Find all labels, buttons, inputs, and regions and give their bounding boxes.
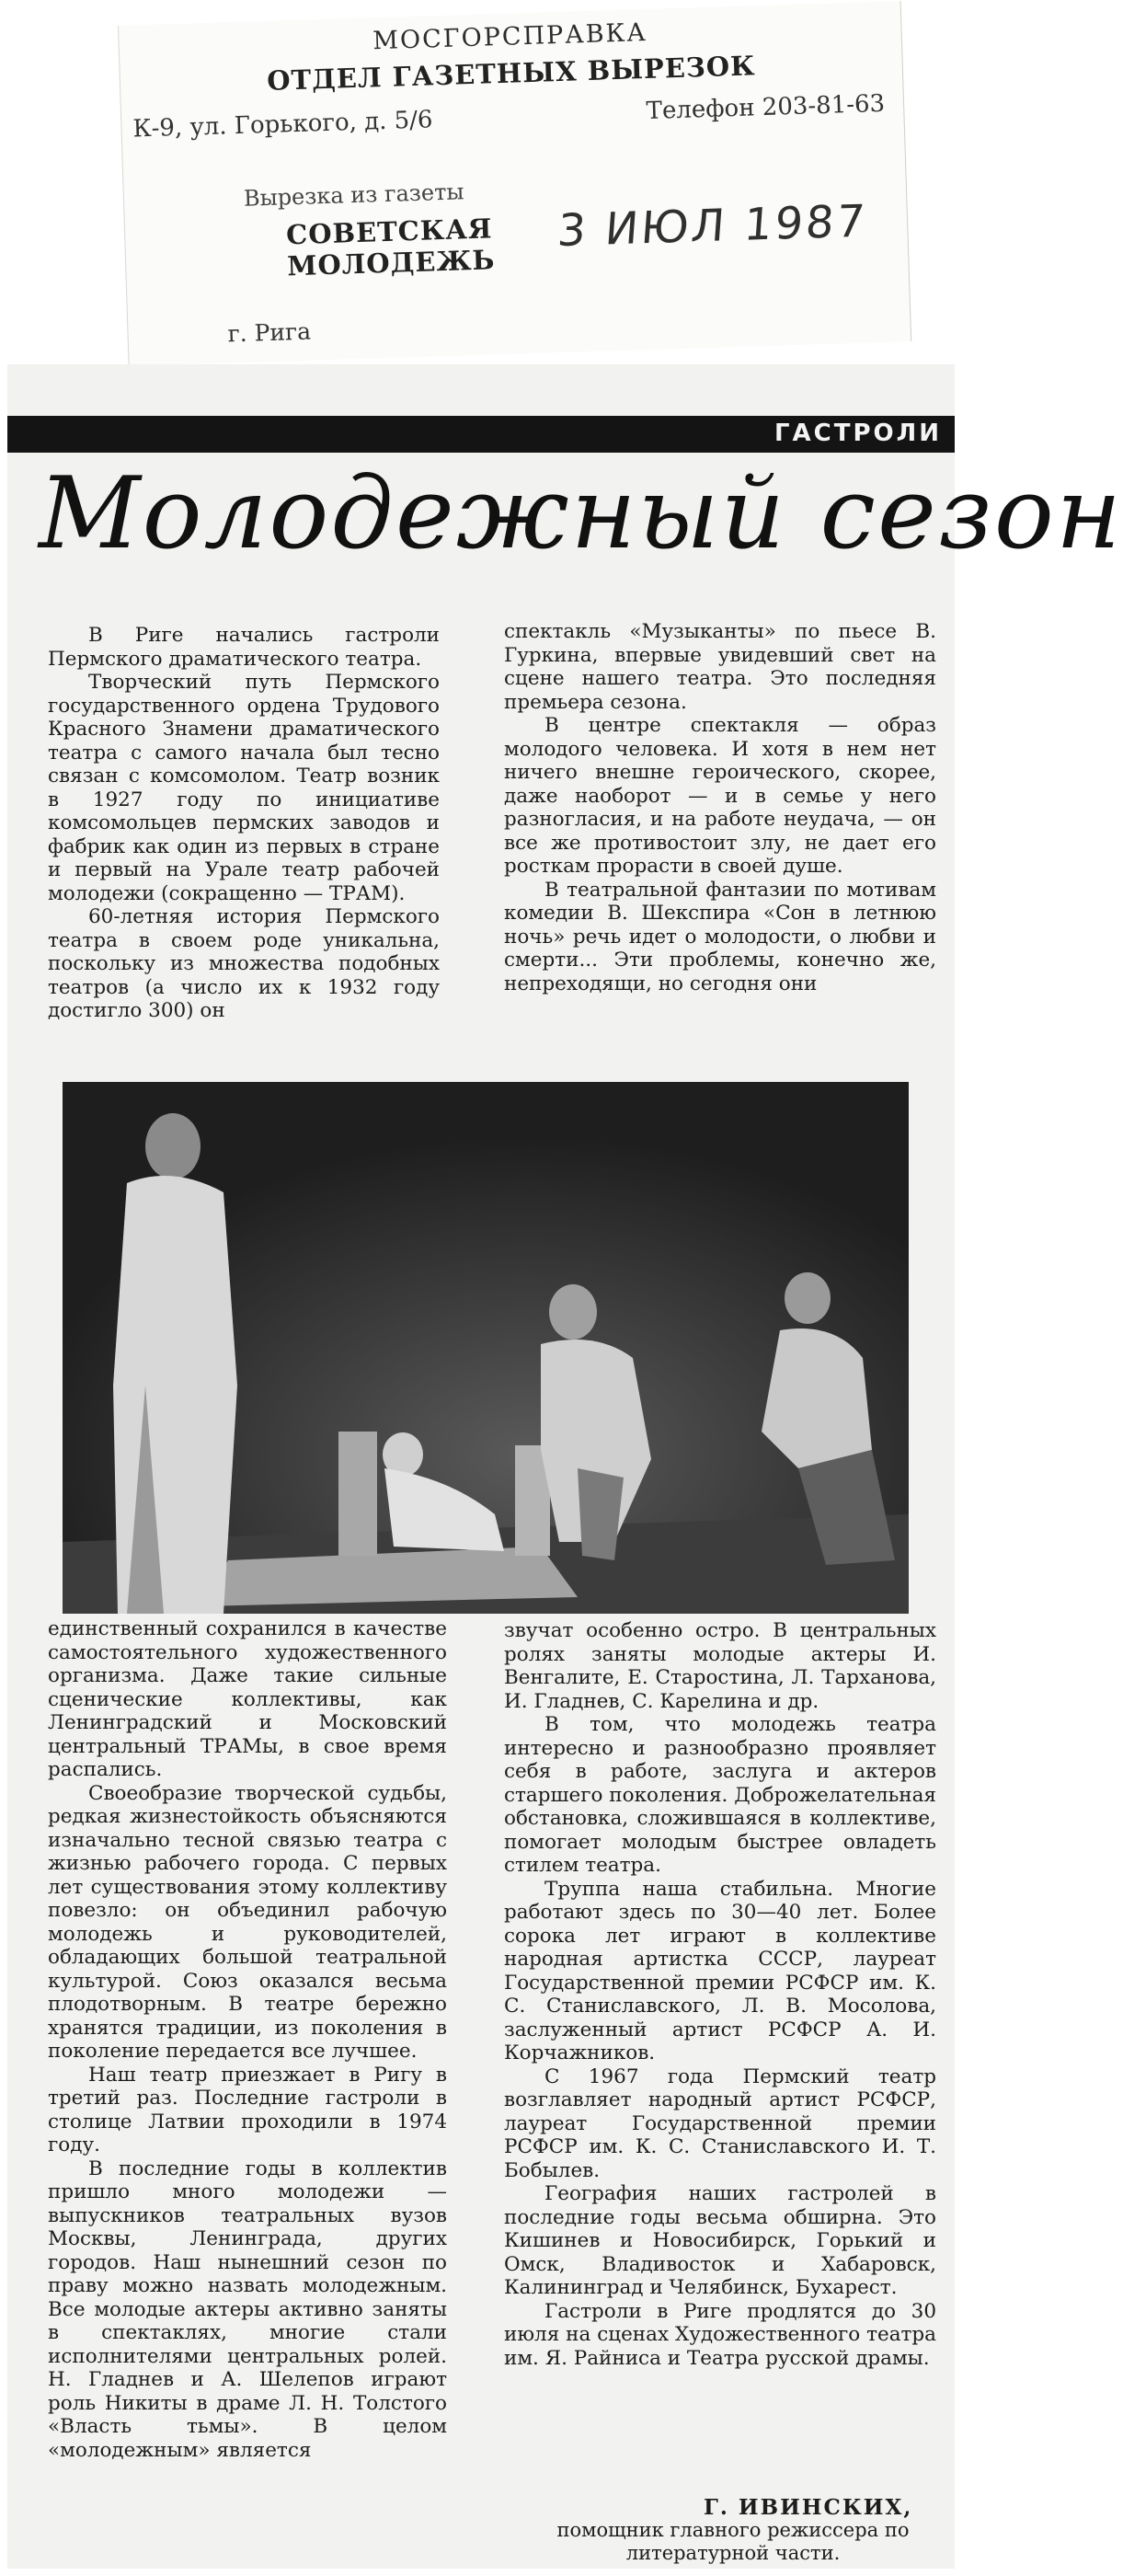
paragraph: В последние годы в коллектив пришло много молодежи — выпускников театральных вузов Москвы, Ленинграда, других городов. Наш нынешний сезон по праву можно назвать молодежным. Все молодые актеры активно заняты в спектаклях, многие стали исполнителями центральных ролей. Н. Гладнев и А. Шелепов играют роль Никиты в драме Л. Н. Толстого «Власть тьмы». В целом «молодежным» является (48, 2156, 447, 2462)
article-column-3 (48, 1617, 447, 2462)
paragraph: География наших гастролей в последние годы весьма обширна. Это Кишинев и Новосибирск, Горький и Омск, Владивосток и Хабаровск, Калининград и Челябинск, Бухарест. (504, 2182, 936, 2299)
paragraph: единственный сохранился в качестве самостоятельного художественного организма. Даже такие сильные сценические коллективы, как Ленинградский и Московский центральный ТРАМы, в свое время распались. (48, 1617, 447, 1781)
paragraph: Гастроли в Риге продлятся до 30 июля на сценах Художественного театра им. Я. Райниса и Театра русской драмы. (504, 2299, 936, 2370)
slip-address: К-9, ул. Горького, д. 5/6 (132, 106, 433, 144)
paragraph: С 1967 года Пермский театр возглавляет народный артист РСФСР, лауреат Государственной премии РСФСР им. К. С. Станиславского И. Т. Бобылев. (504, 2064, 936, 2182)
stage-photo-image (63, 1082, 909, 1614)
paragraph: В Риге начались гастроли Пермского драматического театра. (48, 624, 440, 671)
newspaper-name-line2: МОЛОДЕЖЬ (286, 244, 496, 282)
slip-city: г. Рига (227, 317, 312, 348)
agency-name: МОСГОРСПРАВКА (372, 17, 648, 56)
author-role: помощник главного режиссера по литературной части. (556, 2519, 910, 2564)
author-name: Г. ИВИНСКИХ, (704, 2495, 913, 2520)
paragraph: звучат особенно остро. В центральных ролях заняты молодые актеры И. Венгалите, Е. Старостина, Л. Тарханова, И. Гладнев, С. Карелина и др. (504, 1619, 936, 1713)
article-column-1 (48, 624, 440, 1023)
article-column-2 (504, 620, 936, 995)
paragraph: В центре спектакля — образ молодого человека. И хотя в нем нет ничего внешне героического, скорее, даже наоборот — и в семье у него разногласия, и на работе неудача, — он все же противостоит злу, не дает его росткам прорасти в своей душе. (504, 714, 936, 878)
paragraph: В том, что молодежь театра интересно и разнообразно проявляет себя в работе, заслуга и актеров старшего поколения. Доброжелательная обстановка, сложившаяся в коллективе, помогает молодым быстрее овладеть стилем театра. (504, 1713, 936, 1877)
paragraph: Труппа наша стабильна. Многие работают здесь по 30—40 лет. Более сорока лет играют в коллективе народная артистка СССР, лауреат Государственной премии РСФСР им. К. С. Станиславского, Л. В. Мосолова, заслуженный артист РСФСР А. И. Корчажников. (504, 1877, 936, 2064)
article-clipping (7, 364, 1123, 2569)
headline: Молодежный сезон (39, 456, 1123, 571)
paragraph: 60-летняя история Пермского театра в своем роде уникальна, поскольку из множества подобных театров (а число их к 1932 году достигло 300) он (48, 905, 440, 1022)
clipping-slip (118, 1, 911, 366)
paragraph: Наш театр приезжает в Ригу в третий раз. Последние гастроли в столице Латвии проходили в 1974 году. (48, 2063, 447, 2156)
newspaper-name (286, 213, 496, 282)
rubric-band (7, 416, 955, 453)
article-column-4 (504, 1619, 936, 2370)
department-name: ОТДЕЛ ГАЗЕТНЫХ ВЫРЕЗОК (266, 50, 756, 97)
paragraph: спектакль «Музыканты» по пьесе В. Гуркина, впервые увидевший свет на сцене нашего театра. Это последняя премьера сезона. (504, 620, 936, 714)
paragraph: В театральной фантазии по мотивам комедии В. Шекспира «Сон в летнюю ночь» речь идет о молодости, о любви и смерти... Эти проблемы, конечно же, непреходящи, но сегодня они (504, 878, 936, 995)
paragraph: Творческий путь Пермского государственного ордена Трудового Красного Знамени драматического театра с самого начала был тесно связан с комсомолом. Театр возник в 1927 году по инициативе комсомольцев пермских заводов и фабрик как один из первых в стране и первый на Урале театр рабочей молодежи (сокращенно — ТРАМ). (48, 671, 440, 905)
newspaper-name-line1: СОВЕТСКАЯ (285, 213, 493, 251)
slip-phone: Телефон 203-81-63 (646, 89, 886, 125)
paragraph: Своеобразие творческой судьбы, редкая жизнестойкость объясняются изначально тесной связью театра с жизнью рабочего города. С первых лет существования этому коллективу повезло: он объединил рабочую молодежь и руководителей, обладающих большой театральной культурой. Союз оказался весьма плодотворным. В театре бережно хранятся традиции, из поколения в поколение передается все лучшее. (48, 1781, 447, 2063)
rubric-label: ГАСТРОЛИ (773, 420, 942, 447)
stage-photo (63, 1082, 909, 1614)
date-stamp: 3 ИЮЛ 1987 (556, 195, 870, 258)
clip-label: Вырезка из газеты (243, 178, 464, 212)
